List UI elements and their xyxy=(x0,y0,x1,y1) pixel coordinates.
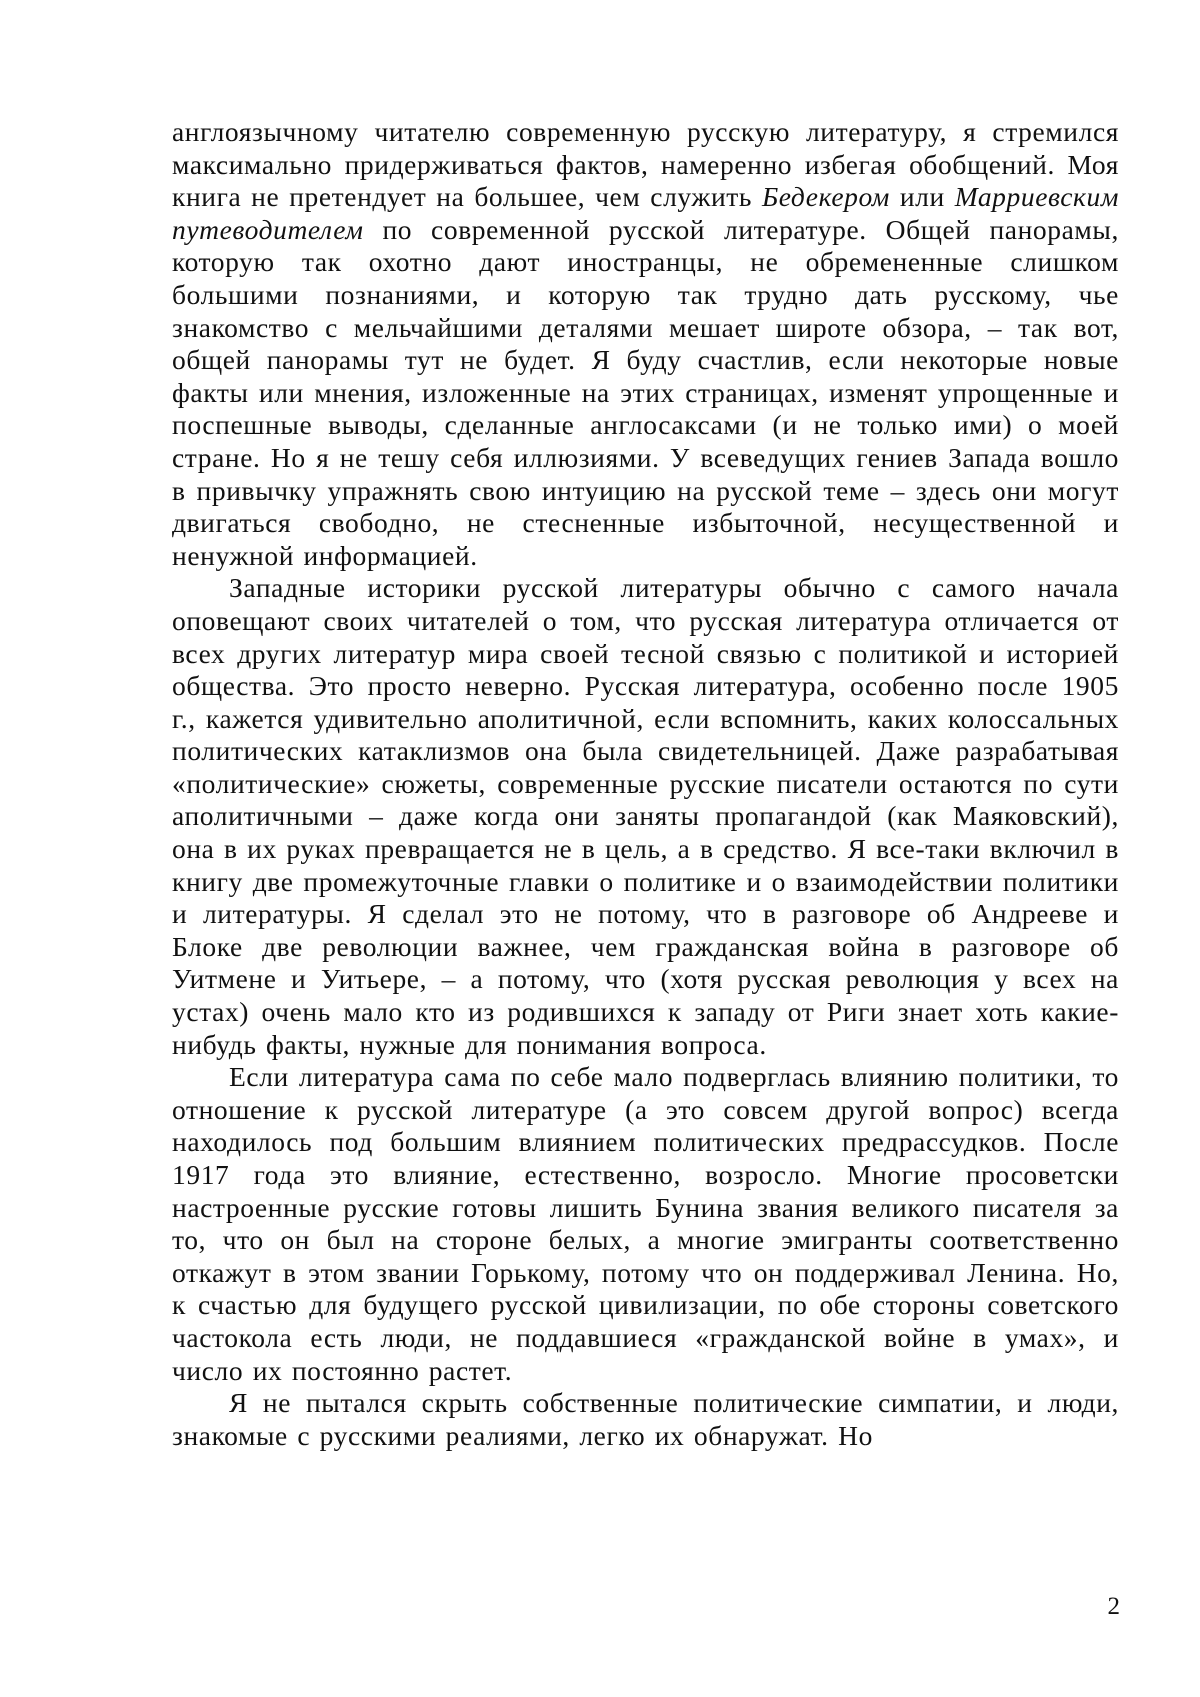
text-span: Если литература сама по себе мало подверглась влиянию политики, то отношение к русской литературе (а это совсем другой вопрос) всегда находилось под большим влиянием политических предрассудков. После 1917 года это влияние, естественно, возросло. Многие просоветски настроенные русские готовы лишить Бунина звания великого писателя за то, что он был на стороне белых, а многие эмигранты соответственно откажут в этом звании Горькому, потому что он поддерживал Ленина. Но, к счастью для будущего русской цивилизации, по обе стороны советского частокола есть люди, не поддавшиеся «гражданской войне в умах», и число их постоянно растет. xyxy=(172,1061,1119,1386)
paragraph-2 xyxy=(172,572,1119,1061)
text-span: по современной русской литературе. Общей панорамы, которую так охотно дают иностранцы, не обремененные слишком большими познаниями, и которую так трудно дать русскому, чье знакомство с мельчайшими деталями мешает широте обзора, – так вот, общей панорамы тут не будет. Я буду счастлив, если некоторые новые факты или мнения, изложенные на этих страницах, изменят упрощенные и поспешные выводы, сделанные англосаксами (и не только ими) о моей стране. Но я не тешу себя иллюзиями. У всеведущих гениев Запада вошло в привычку упражнять свою интуицию на русской теме – здесь они могут двигаться свободно, не стесненные избыточной, несущественной и ненужной информацией. xyxy=(172,213,1119,571)
italic-title-baedeker: Бедекером xyxy=(761,181,890,213)
text-span: Западные историки русской литературы обычно с самого начала оповещают своих читателей о том, что русская литература отличается от всех других литератур мира своей тесной связью с политикой и историей общества. Это просто неверно. Русская литература, особенно после 1905 г., кажется удивительно аполитичной, если вспомнить, каких колоссальных политических катаклизмов она была свидетельницей. Даже разрабатывая «политические» сюжеты, современные русские писатели остаются по сути аполитичными – даже когда они заняты пропагандой (как Маяковский), она в их руках превращается не в цель, а в средство. Я все-таки включил в книгу две промежуточные главки о политике и о взаимодействии политики и литературы. Я сделал это не потому, что в разговоре об Андрееве и Блоке две революции важнее, чем гражданская война в разговоре об Уитмене и Уитьере, – а потому, что (хотя русская революция у всех на устах) очень мало кто из родившихся к западу от Риги знает хоть какие-нибудь факты, нужные для понимания вопроса. xyxy=(172,572,1119,1060)
page-body xyxy=(172,116,1119,1452)
page-number: 2 xyxy=(1107,1593,1120,1620)
paragraph-4 xyxy=(172,1387,1119,1452)
text-span: или xyxy=(889,181,955,213)
text-span: англоязычному читателю современную русскую литературу, я стремился максимально придерживаться фактов, намеренно избегая обобщений. Моя книга не претендует на большее, чем служить xyxy=(172,116,1119,213)
paragraph-1 xyxy=(172,116,1119,572)
italic-title-murray-guide: Марриевским путеводителем xyxy=(172,181,1119,245)
paragraph-3 xyxy=(172,1061,1119,1387)
text-span: Я не пытался скрыть собственные политические симпатии, и люди, знакомые с русскими реалиями, легко их обнаружат. Но xyxy=(172,1387,1119,1451)
